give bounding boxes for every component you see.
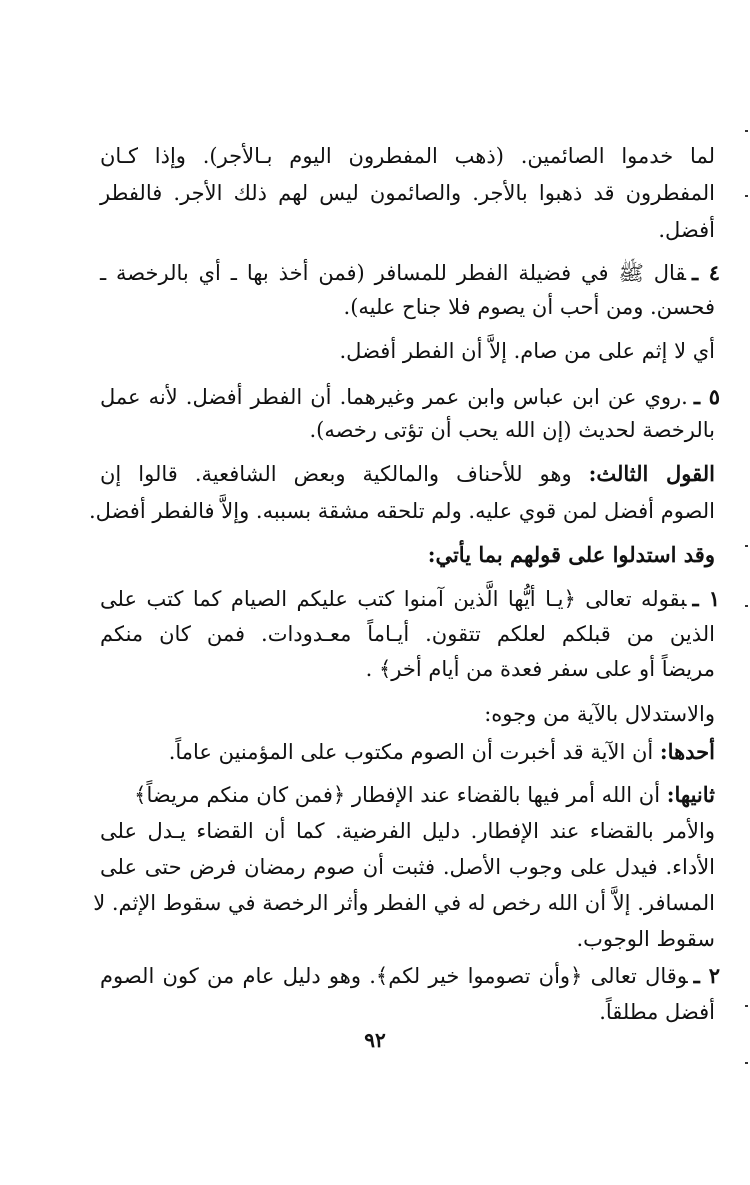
text-line: الذين من قبلكم لعلكم تتقون. أيـاماً معـدودات. فمن كان منكم: [100, 622, 715, 646]
numbered-item: ٤ ـقال ﷺ في فضيلة الفطر للمسافر (فمن أخذ بها ـ أي بالرخصة ـ: [100, 260, 720, 285]
numbered-item: ٢ ـوقال تعالى ﴿وأن تصوموا خير لكم﴾. وهو دليل عام من كون الصوم: [100, 963, 720, 988]
text-line: أفضل.: [658, 218, 715, 242]
text-line: مريضاً أو على سفر فعدة من أيام أخر﴾ .: [365, 657, 715, 681]
text-line: القول الثالث: وهو للأحناف والمالكية وبعض الشافعية. قالوا إن: [100, 461, 715, 486]
scan-mark: [745, 1005, 748, 1007]
item-number: ٥ ـ: [693, 384, 720, 409]
text-line: أحدها: أن الآية قد أخبرت أن الصوم مكتوب على المؤمنين عاماً.: [168, 739, 715, 764]
scan-mark: [745, 130, 748, 132]
text-line: والأمر بالقضاء عند الإفطار. دليل الفرضية. كما أن القضاء يـدل على: [100, 819, 715, 843]
text-line: المسافر. إلاَّ أن الله رخص له في الفطر وأثر الرخصة في سقوط الإثم. لا: [93, 891, 715, 915]
text-line: بالرخصة لحديث (إن الله يحب أن تؤتى رخصه).: [309, 418, 715, 442]
text-line: المفطرون قد ذهبوا بالأجر. والصائمون ليس لهم ذلك الأجر. فالفطر: [100, 181, 715, 205]
text-line: سقوط الوجوب.: [576, 927, 715, 951]
text-line: فحسن. ومن أحب أن يصوم فلا جناح عليه).: [343, 295, 715, 319]
text-line: أفضل مطلقاً.: [599, 1000, 715, 1024]
scan-mark: [745, 1062, 748, 1064]
subheading: وقد استدلوا على قولهم بما يأتي:: [427, 542, 715, 567]
scan-mark: [745, 195, 748, 197]
item-number: ١ ـ: [692, 586, 720, 611]
item-number: ٤ ـ: [692, 260, 720, 285]
text-line: أي لا إثم على من صام. إلاَّ أن الفطر أفضل.: [339, 339, 715, 363]
text-line: ثانيها: أن الله أمر فيها بالقضاء عند الإفطار ﴿فمن كان منكم مريضاً﴾: [134, 782, 715, 807]
scan-mark: [745, 605, 748, 607]
point-label: أحدها:: [659, 739, 715, 764]
numbered-item: ٥ ـ.روي عن ابن عباس وابن عمر وغيرهما. أن الفطر أفضل. لأنه عمل: [100, 384, 720, 409]
text-line: والاستدلال بالآية من وجوه:: [484, 702, 715, 726]
page-number: ٩٢: [364, 1028, 386, 1052]
text-line: لما خدموا الصائمين. (ذهب المفطرون اليوم بـالأجر). وإذا كـان: [100, 144, 715, 168]
text-line: الصوم أفضل لمن قوي عليه. ولم تلحقه مشقة بسببه. وإلاَّ فالفطر أفضل.: [88, 499, 715, 523]
point-label: ثانيها:: [666, 782, 715, 807]
scan-mark: [745, 545, 748, 547]
text-line: الأداء. فيدل على وجوب الأصل. فثبت أن صوم رمضان فرض حتى على: [100, 855, 716, 879]
section-heading: القول الثالث:: [588, 461, 715, 486]
item-number: ٢ ـ: [693, 963, 720, 988]
numbered-item: ١ ـبقوله تعالى ﴿يـا أيُّها الَّذين آمنوا كتب عليكم الصيام كما كتب على: [100, 586, 720, 611]
